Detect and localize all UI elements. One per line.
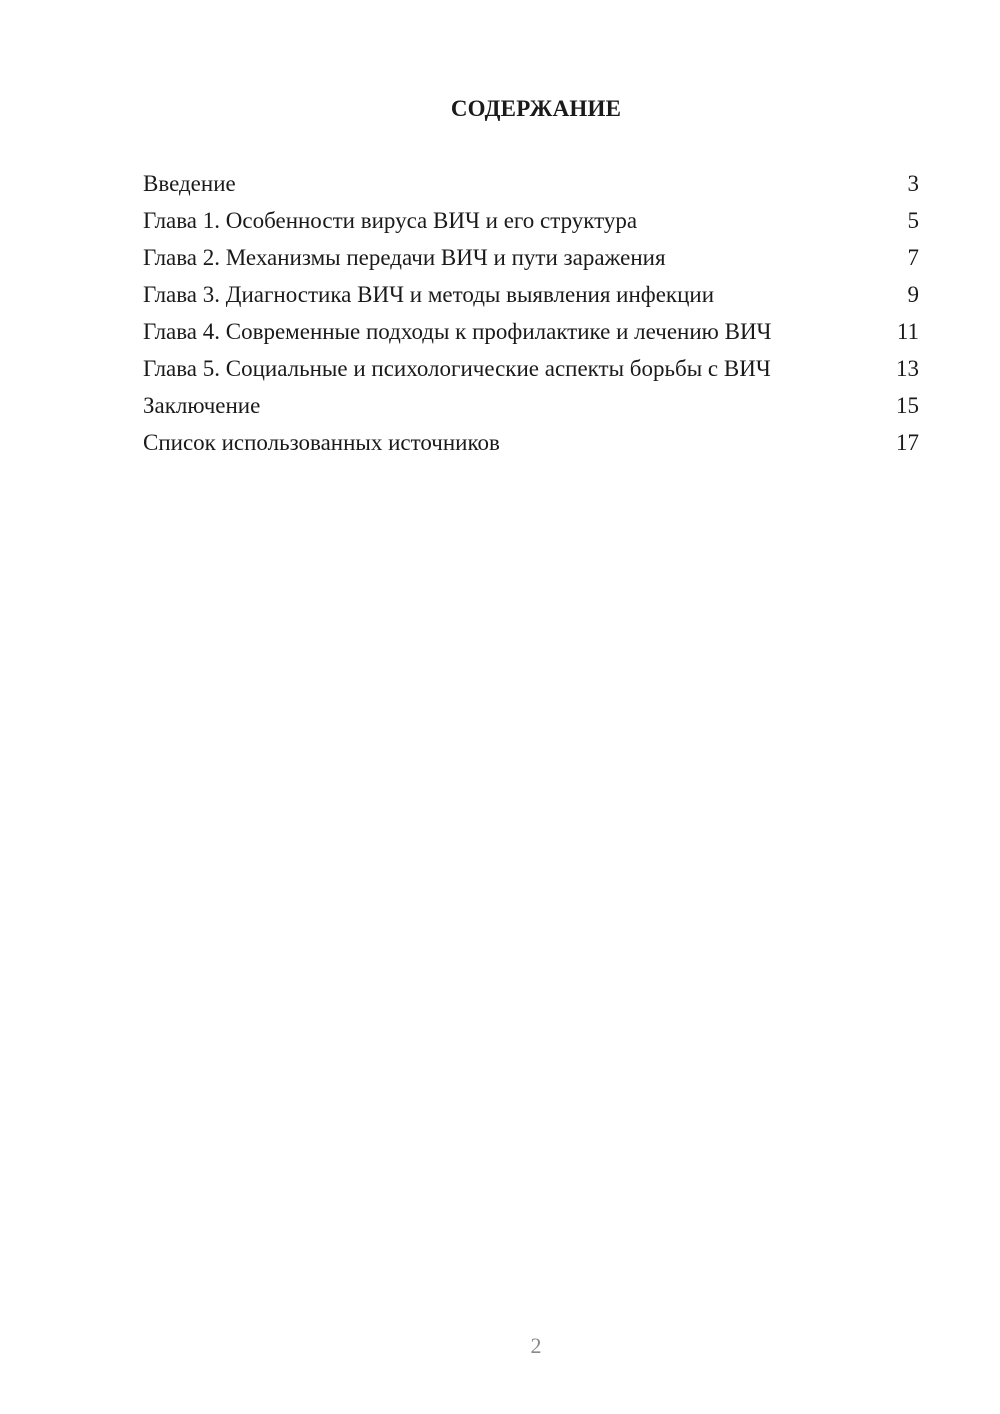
toc-item-label: Список использованных источников: [143, 430, 500, 455]
toc-item-label: Глава 2. Механизмы передачи ВИЧ и пути заражения: [143, 245, 666, 270]
toc-item-label: Глава 1. Особенности вируса ВИЧ и его структура: [143, 208, 638, 233]
toc-item-chapter-5: [143, 355, 919, 382]
table-of-contents: [143, 170, 919, 466]
toc-item-label: Глава 4. Современные подходы к профилактике и лечению ВИЧ: [143, 319, 772, 344]
toc-item-page: 5: [907, 208, 919, 233]
toc-item-label: Заключение: [143, 393, 261, 418]
toc-item-label: Введение: [143, 171, 236, 196]
toc-title: СОДЕРЖАНИЕ: [450, 96, 622, 121]
toc-item-chapter-3: [143, 281, 919, 308]
toc-item-page: 17: [896, 430, 919, 455]
toc-item-conclusion: [143, 392, 919, 419]
toc-item-chapter-4: [143, 318, 919, 345]
toc-item-page: 13: [896, 356, 919, 381]
toc-item-introduction: [143, 170, 919, 197]
toc-item-label: Глава 5. Социальные и психологические аспекты борьбы с ВИЧ: [143, 356, 771, 381]
toc-item-page: 7: [907, 245, 919, 270]
toc-item-label: Глава 3. Диагностика ВИЧ и методы выявления инфекции: [143, 282, 715, 307]
toc-item-references: [143, 429, 919, 456]
toc-item-page: 15: [896, 393, 919, 418]
toc-item-chapter-2: [143, 244, 919, 271]
page-number: 2: [530, 1333, 542, 1358]
toc-item-page: 11: [896, 319, 919, 344]
toc-item-page: 3: [907, 171, 919, 196]
toc-item-chapter-1: [143, 207, 919, 234]
toc-item-page: 9: [907, 282, 919, 307]
